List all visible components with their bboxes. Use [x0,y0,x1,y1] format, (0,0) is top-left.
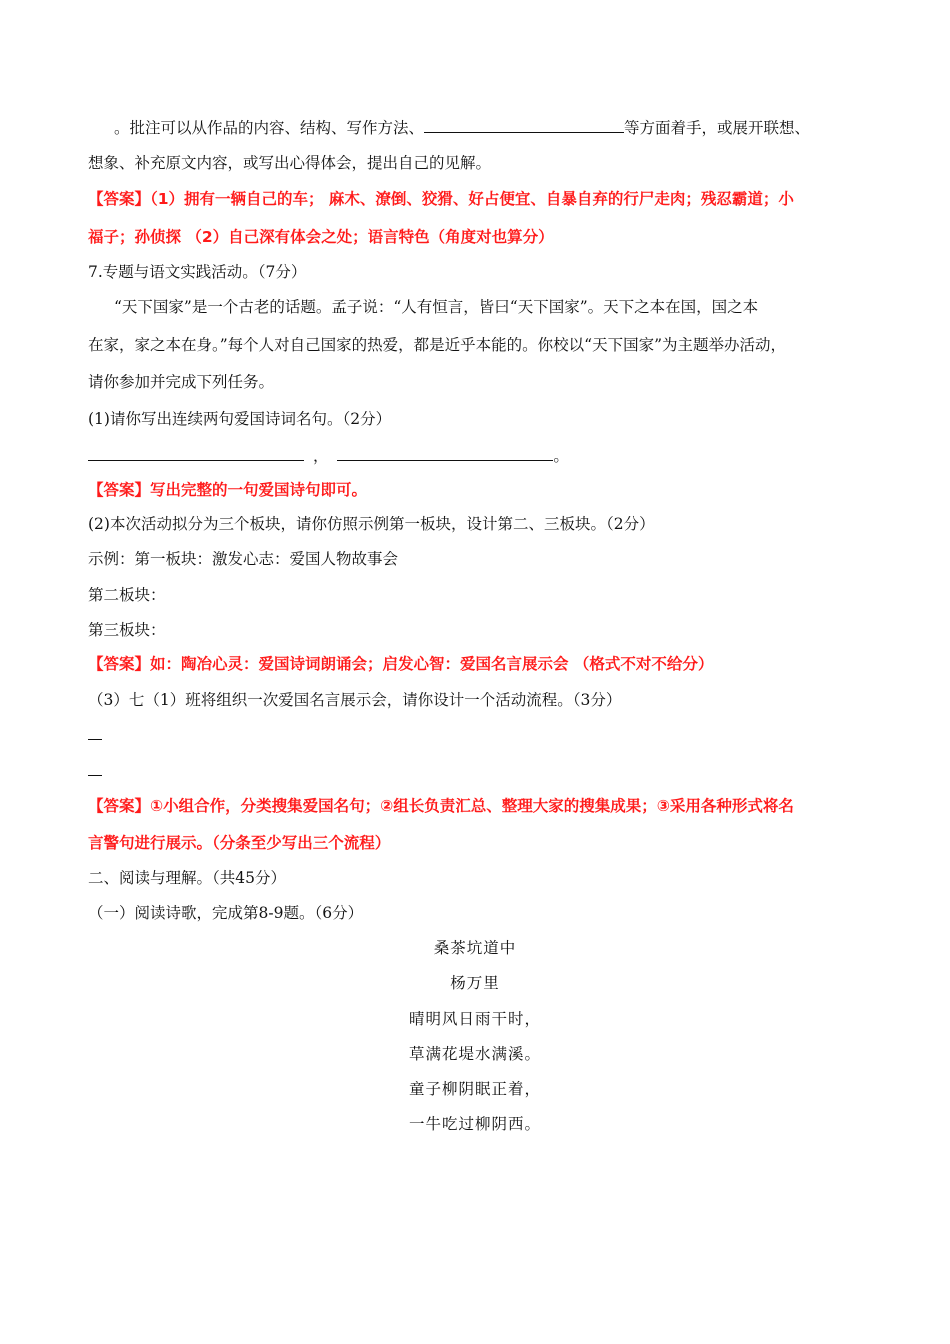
poem-line-2: 草满花堤水满溪。 [408,1045,541,1063]
q7-paragraph-3: 请你参加并完成下列任务。 [88,373,275,391]
intro-line-2: 想象、补充原文内容，或写出心得体会，提出自己的见解。 [88,154,492,172]
blank-separator: ， [312,447,329,465]
q7-block-2: 第二板块： [88,586,166,604]
poem-title: 桑茶坑道中 [433,939,517,957]
q7-sub1-answer-blanks [88,444,569,467]
intro-line-1 [88,116,810,139]
q7-paragraph-1: “天下国家”是一个古老的话题。孟子说：“人有恒言，皆曰“天下国家”。天下之本在国，国之本 [114,298,759,316]
q7-subquestion-3: （3）七（1）班将组织一次爱国名言展示会，请你设计一个活动流程。（3分） [88,691,622,709]
intro-text-b: 等方面着手，或展开联想、 [624,119,811,137]
q7-block-3: 第三板块： [88,621,166,639]
poem-line-3: 童子柳阴眠正着， [408,1080,541,1098]
poem-line-blank-2[interactable] [337,444,553,461]
answer-q7-3-line-1: 【答案】①小组合作，分类搜集爱国名句；②组长负责汇总、整理大家的搜集成果；③采用各种形式将名 [88,797,794,815]
q7-paragraph-2: 在家，家之本在身。”每个人对自己国家的热爱，都是近乎本能的。你校以“天下国家”为主题举办活动， [88,336,787,354]
section-2-title: 二、阅读与理解。（共45分） [88,869,286,887]
answer-blank[interactable] [424,116,624,133]
q7-subquestion-2: (2)本次活动拟分为三个板块，请你仿照示例第一板块，设计第二、三板块。（2分） [88,515,655,533]
question-7-title: 7.专题与语文实践活动。（7分） [88,263,307,281]
poem-line-blank-1[interactable] [88,444,304,461]
blank-end: 。 [553,447,569,465]
answer-q6-line-2: 福子；孙侦探 （2）自己深有体会之处；语言特色（角度对也算分） [88,228,554,246]
answer-q6-line-1: 【答案】（1）拥有一辆自己的车； 麻木、潦倒、狡猾、好占便宜、自暴自弃的行尸走肉；残忍霸道；小 [88,190,794,208]
section-2-subtitle: （一）阅读诗歌，完成第8-9题。（6分） [88,904,364,922]
answer-q7-1: 【答案】写出完整的一句爱国诗句即可。 [88,481,368,499]
answer-dash-2[interactable] [88,775,102,776]
intro-text-a: 。批注可以从作品的内容、结构、写作方法、 [114,119,425,137]
poem-line-4: 一牛吃过柳阴西。 [408,1115,541,1133]
poem-line-1: 晴明风日雨干时， [408,1010,541,1028]
q7-subquestion-1: (1)请你写出连续两句爱国诗词名句。（2分） [88,410,392,428]
q7-example: 示例：第一板块：激发心志：爱国人物故事会 [88,550,399,568]
poem-author: 杨万里 [450,974,500,992]
answer-q7-2: 【答案】如：陶冶心灵：爱国诗词朗诵会；启发心智：爱国名言展示会 （格式不对不给分） [88,655,714,673]
answer-q7-3-line-2: 言警句进行展示。（分条至少写出三个流程） [88,834,391,852]
answer-dash-1[interactable] [88,739,102,740]
